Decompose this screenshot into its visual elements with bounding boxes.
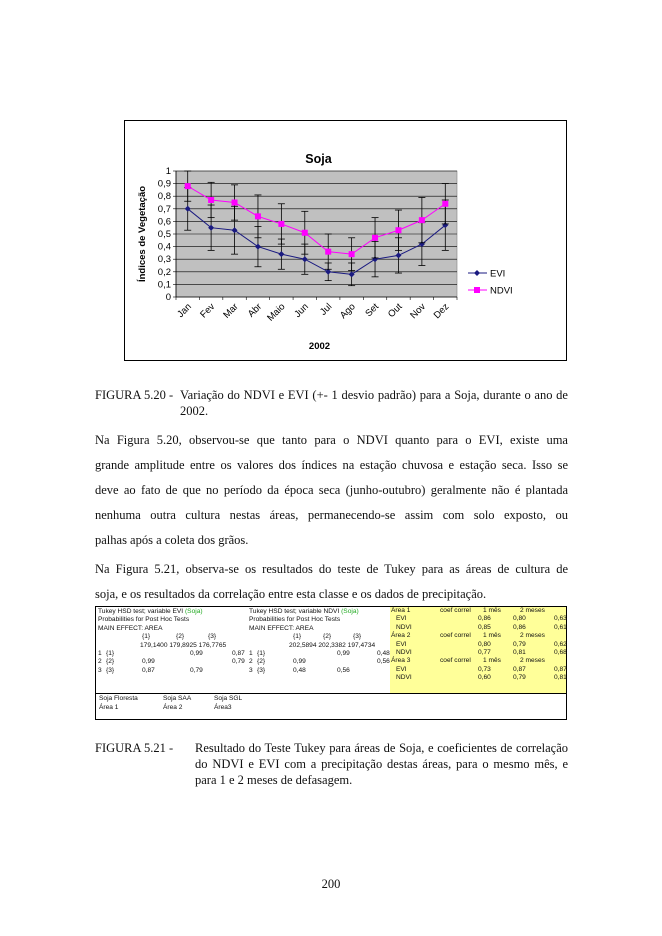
- tukey-ndvi-cell: 0,99: [337, 649, 350, 657]
- area-legend-name: Soja Floresta: [99, 695, 138, 702]
- correlation-cell: 0,68: [554, 648, 567, 656]
- correlation-row: [390, 607, 566, 615]
- tukey-ndvi-cell: 0,56: [377, 658, 390, 666]
- chart-frame: [124, 120, 567, 361]
- correlation-cell: 0,73: [478, 665, 491, 673]
- tukey-evi-header: {3}: [208, 633, 217, 641]
- data-point-ndvi: [185, 183, 191, 189]
- correlation-cell: 0,80: [478, 640, 491, 648]
- paragraph-1-line: palhas após a coleta dos grãos.: [95, 533, 249, 547]
- y-tick-label: 0,8: [157, 191, 171, 203]
- correlation-cell: 0,62: [554, 640, 567, 648]
- paragraph-2-line: Na Figura 5.21, observa-se os resultados do teste de Tukey para as áreas de cultura de: [95, 562, 568, 576]
- tukey-ndvi-header: {3}: [353, 633, 362, 641]
- figure-5-21-caption: [95, 740, 568, 788]
- data-point-ndvi: [372, 235, 378, 241]
- correlation-cell: NDVI: [396, 674, 412, 682]
- tukey-ndvi-effect: MAIN EFFECT: AREA: [249, 624, 314, 632]
- x-tick-label: Jun: [292, 301, 311, 320]
- correlation-cell: coef correl: [440, 657, 471, 665]
- paragraph-2-line: soja, e os resultados da correlação entre esta classe e os dados de precipitação.: [95, 587, 487, 601]
- tukey-evi-cell: 2: [98, 658, 102, 666]
- correlation-cell: coef correl: [440, 632, 471, 640]
- y-tick-label: 0,5: [157, 229, 171, 240]
- tukey-ndvi-subtitle: Probabilities for Post Hoc Tests: [249, 616, 341, 624]
- tukey-ndvi-cell: 0,56: [337, 666, 350, 674]
- correlation-row: [390, 632, 566, 640]
- correlation-cell: 1 mês: [483, 657, 501, 665]
- tukey-ndvi-cell: {2}: [257, 658, 266, 666]
- y-tick-label: 0,9: [157, 178, 171, 190]
- soja-vegetation-chart: [125, 121, 568, 362]
- tukey-ndvi-cell: 0,99: [293, 658, 306, 666]
- legend-marker: [474, 287, 480, 293]
- tukey-ndvi-cell: 0,48: [293, 666, 306, 674]
- figure-5-20-caption: [95, 387, 568, 419]
- paragraph-1: [95, 428, 568, 553]
- figure-5-20-text: Variação do NDVI e EVI (+- 1 desvio padrão) para a Soja, durante o ano de 2002.: [180, 388, 568, 418]
- x-tick-label: Fev: [198, 301, 218, 321]
- y-tick-label: 1: [165, 166, 171, 177]
- tukey-evi-block: [98, 608, 248, 675]
- tukey-ndvi-block: [249, 608, 391, 675]
- correlation-cell: 0,77: [478, 648, 491, 656]
- paragraph-1-line: nenhuma outra cultura nestas áreas, permanecendo-se assim com solo exposto, ou: [95, 508, 568, 522]
- data-point-ndvi: [255, 213, 261, 219]
- correlation-cell: 0,86: [478, 615, 491, 623]
- tukey-evi-header: {1}: [142, 633, 151, 641]
- correlation-cell: 0,81: [554, 674, 567, 682]
- tukey-evi-cell: 0,99: [190, 649, 203, 657]
- y-tick-label: 0,1: [157, 279, 171, 291]
- x-tick-label: Jan: [175, 301, 194, 320]
- tukey-evi-header: {2}: [176, 633, 185, 641]
- paragraph-1-line: grande amplitude entre os valores dos índices na estação chuvosa e estação seca. Isso se: [95, 458, 568, 472]
- y-tick-label: 0,3: [157, 254, 171, 266]
- correlation-cell: coef correl: [440, 607, 471, 614]
- tukey-ndvi-cell: 2: [249, 658, 253, 666]
- data-point-ndvi: [395, 227, 401, 233]
- tukey-evi-cell: 0,99: [142, 658, 155, 666]
- correlation-cell: 2 meses: [520, 632, 545, 640]
- tukey-results-table: [95, 606, 567, 720]
- area-legend-name: Soja SGL: [214, 695, 243, 702]
- correlation-cell: 0,79: [513, 640, 526, 648]
- correlation-cell: EVI: [396, 640, 407, 648]
- correlation-cell: Área 2: [391, 632, 411, 640]
- paragraph-2: [95, 557, 568, 607]
- tukey-ndvi-header: {1}: [293, 633, 302, 641]
- tukey-ndvi-title: Tukey HSD test; variable NDVI: [249, 608, 342, 615]
- area-legend-label: Área3: [214, 704, 232, 711]
- tukey-ndvi-cell: 1: [249, 649, 253, 657]
- data-point-ndvi: [349, 251, 355, 257]
- y-tick-label: 0: [165, 292, 171, 303]
- y-tick-label: 0,4: [157, 241, 171, 253]
- legend-label: EVI: [490, 268, 506, 280]
- correlation-cell: NDVI: [396, 623, 412, 631]
- correlation-cell: EVI: [396, 615, 407, 623]
- area-legend-label: Área 2: [163, 704, 183, 711]
- tukey-ndvi-variable: (Soja): [341, 608, 359, 615]
- x-tick-label: Out: [385, 301, 405, 320]
- x-tick-label: Nov: [408, 301, 428, 322]
- correlation-row: [390, 649, 566, 657]
- tukey-ndvi-cell: {3}: [257, 666, 266, 674]
- x-tick-label: Jul: [317, 301, 335, 318]
- figure-5-21-label: FIGURA 5.21 -: [95, 741, 174, 755]
- correlation-cell: 0,85: [478, 623, 491, 631]
- tukey-evi-cell: 1: [98, 649, 102, 657]
- correlation-cell: 1 mês: [483, 632, 501, 640]
- correlation-cell: Área 3: [391, 657, 411, 665]
- area-legend-label: Área 1: [99, 704, 119, 711]
- correlation-cell: NDVI: [396, 648, 412, 656]
- tukey-ndvi-cell: 0,48: [377, 649, 390, 657]
- tukey-evi-variable: (Soja): [184, 608, 203, 615]
- page-number: 200: [321, 877, 341, 891]
- paragraph-1-line: Na Figura 5.20, observou-se que tanto para o NDVI quanto para o EVI, existe uma: [95, 433, 568, 447]
- legend-marker: [474, 270, 480, 276]
- correlation-cell: 1 mês: [483, 607, 501, 614]
- area-legend-name: Soja SAA: [163, 695, 192, 702]
- tukey-evi-title: Tukey HSD test; variable EVI: [98, 608, 185, 615]
- figure-5-21-text: Resultado do Teste Tukey para áreas de Soja, e coeficientes de correlação do NDVI e EVI com a precipitação destas áreas, para o mesmo mês, e para 1 e 2 meses de defasagem.: [195, 741, 568, 787]
- paragraph-1-line: deve ao fato de que no período da época seca (junho-outubro) geralmente não é plantada: [95, 483, 568, 497]
- tukey-ndvi-cell: {1}: [257, 649, 266, 657]
- tukey-area-legend: [96, 693, 566, 713]
- correlation-cell: 2 meses: [520, 657, 545, 665]
- x-tick-label: Ago: [338, 301, 358, 322]
- data-point-ndvi: [325, 249, 331, 255]
- correlation-cell: Área 1: [391, 607, 411, 614]
- correlation-row: [390, 641, 566, 649]
- figure-5-20-label: FIGURA 5.20 -: [95, 388, 174, 402]
- x-tick-label: Abr: [245, 301, 265, 320]
- data-point-ndvi: [232, 200, 238, 206]
- x-axis-label: 2002: [308, 341, 331, 352]
- tukey-evi-cell: {2}: [106, 658, 115, 666]
- tukey-evi-cell: 0,79: [190, 666, 203, 674]
- correlation-cell: 0,81: [513, 648, 526, 656]
- correlation-row: [390, 666, 566, 674]
- correlation-cell: 0,63: [554, 615, 567, 623]
- tukey-ndvi-cell: 3: [249, 666, 253, 674]
- tukey-evi-cell: 0,87: [142, 666, 155, 674]
- tukey-evi-cell: {1}: [106, 649, 115, 657]
- correlation-cell: 0,79: [513, 674, 526, 682]
- correlation-cell: 0,87: [554, 665, 567, 673]
- tukey-evi-cell: 3: [98, 666, 102, 674]
- data-point-ndvi: [208, 197, 214, 203]
- correlation-cell: 0,61: [554, 623, 567, 631]
- correlation-cell: 0,60: [478, 674, 491, 682]
- tukey-evi-cell: {3}: [106, 666, 115, 674]
- data-point-ndvi: [442, 201, 448, 207]
- data-point-ndvi: [302, 230, 308, 236]
- correlation-block: [390, 607, 566, 693]
- y-tick-label: 0,6: [157, 216, 171, 228]
- y-tick-label: 0,2: [157, 266, 171, 278]
- correlation-cell: 0,86: [513, 623, 526, 631]
- correlation-cell: EVI: [396, 665, 407, 673]
- tukey-ndvi-means: 202,5894 202,3382 197,4734: [289, 641, 376, 649]
- chart-title: Soja: [305, 152, 332, 166]
- correlation-row: [390, 657, 566, 665]
- correlation-cell: 0,80: [513, 615, 526, 623]
- tukey-evi-cell: 0,87: [232, 649, 245, 657]
- x-tick-label: Dez: [431, 301, 452, 322]
- tukey-ndvi-header: {2}: [323, 633, 332, 641]
- correlation-row: [390, 624, 566, 632]
- tukey-evi-cell: 0,79: [232, 658, 245, 666]
- tukey-evi-subtitle: Probabilities for Post Hoc Tests: [98, 616, 190, 624]
- x-tick-label: Mar: [221, 301, 241, 321]
- y-axis-label: Índices de Vegetação: [137, 185, 148, 283]
- x-tick-label: Maio: [265, 301, 288, 324]
- y-tick-label: 0,7: [157, 203, 171, 215]
- correlation-row: [390, 674, 566, 682]
- data-point-ndvi: [419, 217, 425, 223]
- correlation-cell: 2 meses: [520, 607, 545, 614]
- tukey-evi-means: 179,1400 179,8925 176,7765: [140, 641, 227, 649]
- legend-label: NDVI: [490, 285, 513, 297]
- correlation-cell: 0,87: [513, 665, 526, 673]
- correlation-row: [390, 615, 566, 623]
- tukey-evi-effect: MAIN EFFECT: AREA: [98, 624, 163, 632]
- x-tick-label: Set: [363, 301, 382, 320]
- data-point-ndvi: [278, 221, 284, 227]
